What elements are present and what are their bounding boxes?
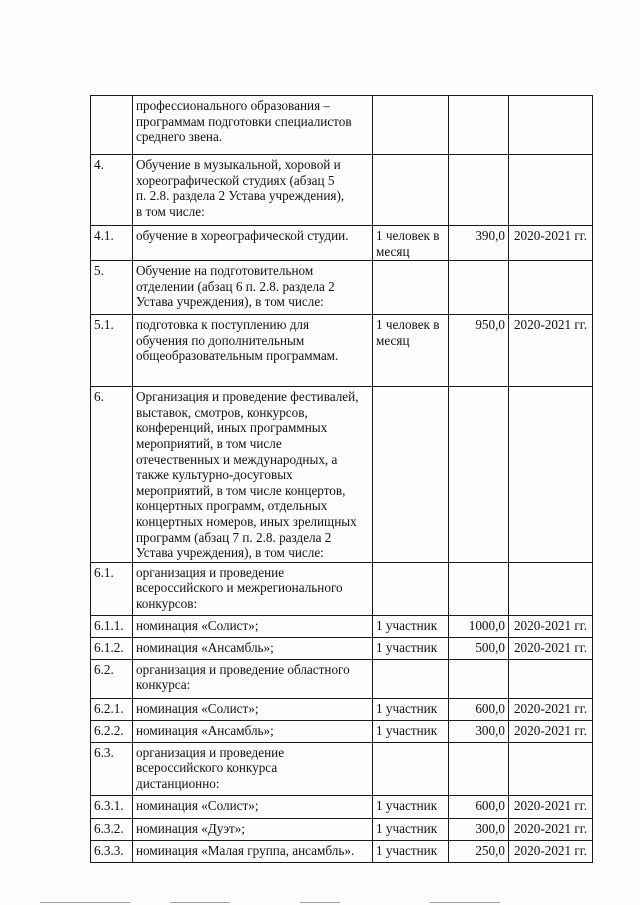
- unit-cell: [373, 840, 449, 862]
- service-name-text: номинация «Ансамбль»;: [136, 722, 274, 738]
- period-cell: [509, 155, 593, 226]
- unit-cell: [373, 387, 449, 563]
- service-name-cell: [133, 387, 373, 563]
- service-name-text: организация и проведение всероссийского и межрегионального конкурсов:: [136, 564, 343, 611]
- service-name-cell: [133, 637, 373, 659]
- period-text: 2020-2021 гг.: [513, 797, 588, 813]
- price-cell: [449, 659, 509, 698]
- unit-cell: [373, 637, 449, 659]
- period-cell: [509, 315, 593, 387]
- table-row: [91, 742, 593, 795]
- unit-cell: [373, 562, 449, 615]
- price-cell: [449, 818, 509, 840]
- unit-text: 1 участник: [376, 722, 438, 738]
- table-row: [91, 387, 593, 563]
- service-name-cell: [133, 96, 373, 155]
- unit-text: 1 участник: [376, 797, 438, 813]
- service-name-cell: [133, 562, 373, 615]
- row-number-cell: [91, 742, 133, 795]
- period-cell: [509, 720, 593, 742]
- unit-cell: [373, 818, 449, 840]
- row-number-text: 5.: [94, 263, 104, 279]
- price-cell: [449, 96, 509, 155]
- unit-cell: [373, 795, 449, 818]
- period-text: 2020-2021 гг.: [513, 617, 588, 633]
- unit-cell: [373, 720, 449, 742]
- row-number-cell: [91, 795, 133, 818]
- price-cell: [449, 261, 509, 315]
- row-number-text: 6.3.3.: [94, 842, 124, 858]
- row-number-text: 6.2.2.: [94, 722, 124, 738]
- period-cell: [509, 615, 593, 637]
- period-cell: [509, 387, 593, 563]
- service-name-text: номинация «Малая группа, ансамбль».: [136, 842, 355, 858]
- price-cell: [449, 698, 509, 720]
- price-cell: [449, 615, 509, 637]
- price-cell: [449, 742, 509, 795]
- service-name-cell: [133, 659, 373, 698]
- service-name-text: профессионального образования – программам подготовки специалистов среднего звена.: [136, 98, 352, 145]
- table-row: [91, 226, 593, 261]
- unit-text: 1 человек в месяц: [376, 317, 440, 348]
- period-cell: [509, 562, 593, 615]
- row-number-text: 6.1.1.: [94, 617, 124, 633]
- unit-text: 1 человек в месяц: [376, 228, 440, 259]
- service-name-text: организация и проведение всероссийского конкурса дистанционно:: [136, 744, 285, 791]
- table-row: [91, 720, 593, 742]
- row-number-text: 6.: [94, 389, 104, 405]
- row-number-text: 4.: [94, 157, 104, 172]
- table-row: [91, 615, 593, 637]
- period-cell: [509, 698, 593, 720]
- period-text: 2020-2021 гг.: [513, 639, 588, 655]
- row-number-text: 4.1.: [94, 228, 114, 243]
- unit-text: 1 участник: [376, 700, 438, 716]
- scan-edge-artifacts: [0, 897, 640, 905]
- service-name-cell: [133, 818, 373, 840]
- row-number-cell: [91, 387, 133, 563]
- period-cell: [509, 226, 593, 261]
- table-row: [91, 96, 593, 155]
- row-number-text: 5.1.: [94, 317, 114, 333]
- period-text: 2020-2021 гг.: [513, 700, 588, 716]
- row-number-text: 6.3.2.: [94, 820, 124, 836]
- row-number-cell: [91, 261, 133, 315]
- unit-cell: [373, 659, 449, 698]
- unit-cell: [373, 698, 449, 720]
- period-cell: [509, 742, 593, 795]
- price-cell: [449, 840, 509, 862]
- period-text: 2020-2021 гг.: [513, 842, 588, 858]
- service-name-cell: [133, 795, 373, 818]
- row-number-text: 6.2.: [94, 661, 114, 677]
- period-text: 2020-2021 гг.: [513, 228, 588, 243]
- price-text: 500,0: [475, 639, 505, 655]
- service-name-cell: [133, 261, 373, 315]
- unit-cell: [373, 261, 449, 315]
- table-row: [91, 562, 593, 615]
- tariff-table: [90, 95, 593, 863]
- unit-cell: [373, 742, 449, 795]
- period-text: 2020-2021 гг.: [513, 722, 588, 738]
- price-cell: [449, 226, 509, 261]
- service-name-text: номинация «Дуэт»;: [136, 820, 246, 836]
- period-cell: [509, 659, 593, 698]
- row-number-cell: [91, 155, 133, 226]
- service-name-cell: [133, 226, 373, 261]
- row-number-cell: [91, 315, 133, 387]
- row-number-cell: [91, 562, 133, 615]
- service-name-cell: [133, 155, 373, 226]
- row-number-cell: [91, 720, 133, 742]
- table-row: [91, 795, 593, 818]
- price-text: 600,0: [475, 700, 505, 716]
- table-row: [91, 818, 593, 840]
- period-cell: [509, 795, 593, 818]
- period-text: 2020-2021 гг.: [513, 317, 588, 333]
- price-text: 1000,0: [468, 617, 505, 633]
- row-number-text: 6.3.1.: [94, 797, 124, 813]
- price-cell: [449, 155, 509, 226]
- table-row: [91, 315, 593, 387]
- service-name-text: обучение в хореографической студии.: [136, 228, 349, 243]
- service-name-text: Обучение в музыкальной, хоровой и хореографической студиях (абзац 5 п. 2.8. раздела 2 Устава учреждения), в том числе:: [136, 157, 345, 219]
- service-name-cell: [133, 615, 373, 637]
- period-cell: [509, 261, 593, 315]
- price-cell: [449, 562, 509, 615]
- service-name-text: организация и проведение областного конкурса:: [136, 661, 350, 693]
- unit-cell: [373, 96, 449, 155]
- table-row: [91, 155, 593, 226]
- row-number-cell: [91, 96, 133, 155]
- tariff-table-body: [91, 96, 593, 863]
- unit-cell: [373, 315, 449, 387]
- row-number-text: 6.3.: [94, 744, 114, 760]
- unit-text: 1 участник: [376, 842, 438, 858]
- price-cell: [449, 720, 509, 742]
- unit-text: 1 участник: [376, 617, 438, 633]
- row-number-text: 6.2.1.: [94, 700, 124, 716]
- row-number-cell: [91, 659, 133, 698]
- unit-cell: [373, 615, 449, 637]
- table-row: [91, 659, 593, 698]
- period-cell: [509, 637, 593, 659]
- row-number-cell: [91, 637, 133, 659]
- price-cell: [449, 795, 509, 818]
- service-name-text: подготовка к поступлению для обучения по дополнительным общеобразовательным программам.: [136, 317, 339, 364]
- price-cell: [449, 315, 509, 387]
- row-number-cell: [91, 615, 133, 637]
- service-name-cell: [133, 840, 373, 862]
- service-name-cell: [133, 698, 373, 720]
- row-number-text: 6.1.: [94, 564, 114, 580]
- service-name-cell: [133, 315, 373, 387]
- unit-text: 1 участник: [376, 820, 438, 836]
- service-name-text: Обучение на подготовительном отделении (абзац 6 п. 2.8. раздела 2 Устава учреждения), в том числе:: [136, 263, 335, 310]
- price-cell: [449, 387, 509, 563]
- period-cell: [509, 818, 593, 840]
- table-row: [91, 840, 593, 862]
- service-name-text: номинация «Ансамбль»;: [136, 639, 274, 655]
- price-text: 950,0: [475, 317, 505, 333]
- price-cell: [449, 637, 509, 659]
- table-row: [91, 261, 593, 315]
- service-name-text: номинация «Солист»;: [136, 617, 259, 633]
- price-text: 300,0: [475, 722, 505, 738]
- service-name-cell: [133, 720, 373, 742]
- row-number-cell: [91, 840, 133, 862]
- period-text: 2020-2021 гг.: [513, 820, 588, 836]
- table-row: [91, 637, 593, 659]
- row-number-cell: [91, 818, 133, 840]
- service-name-text: номинация «Солист»;: [136, 797, 259, 813]
- row-number-cell: [91, 226, 133, 261]
- table-row: [91, 698, 593, 720]
- unit-cell: [373, 226, 449, 261]
- unit-text: 1 участник: [376, 639, 438, 655]
- unit-cell: [373, 155, 449, 226]
- price-text: 250,0: [475, 842, 505, 858]
- price-text: 390,0: [475, 228, 505, 243]
- row-number-cell: [91, 698, 133, 720]
- service-name-text: номинация «Солист»;: [136, 700, 259, 716]
- row-number-text: 6.1.2.: [94, 639, 124, 655]
- price-text: 300,0: [475, 820, 505, 836]
- service-name-text: Организация и проведение фестивалей, выставок, смотров, конкурсов, конференций, иных программных мероприятий, в том числе отечественных и международных, а также культурно-досуговых мероприятий, в том числе концертов, концертных программ, отдельных концертных номеров, иных зрелищных программ (абзац 7 п. 2.8. раздела 2 Устава учреждения), в том числе:: [136, 389, 359, 561]
- price-text: 600,0: [475, 797, 505, 813]
- period-cell: [509, 840, 593, 862]
- service-name-cell: [133, 742, 373, 795]
- period-cell: [509, 96, 593, 155]
